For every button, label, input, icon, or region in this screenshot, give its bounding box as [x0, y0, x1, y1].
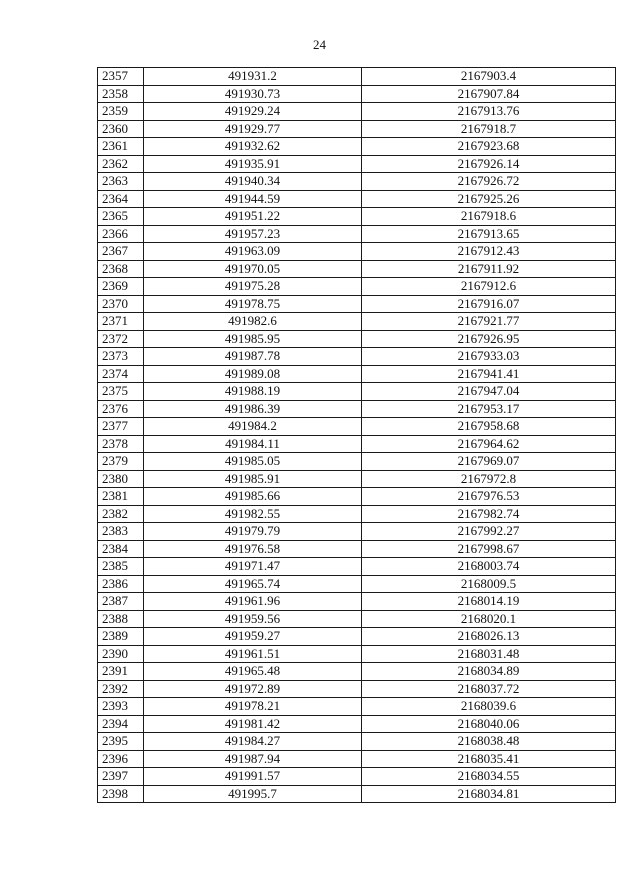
y-coordinate-cell: 2168020.1	[362, 610, 616, 628]
table-row	[98, 470, 616, 488]
x-coordinate-cell: 491932.62	[144, 138, 362, 156]
y-coordinate-cell: 2168014.19	[362, 593, 616, 611]
x-coordinate-cell: 491965.48	[144, 663, 362, 681]
point-number-cell: 2394	[98, 715, 144, 733]
x-coordinate-cell: 491984.27	[144, 733, 362, 751]
point-number-cell: 2370	[98, 295, 144, 313]
x-coordinate-cell: 491985.66	[144, 488, 362, 506]
y-coordinate-cell: 2167921.77	[362, 313, 616, 331]
table-row	[98, 103, 616, 121]
y-coordinate-cell: 2167941.41	[362, 365, 616, 383]
table-row	[98, 750, 616, 768]
y-coordinate-cell: 2167953.17	[362, 400, 616, 418]
point-number-cell: 2365	[98, 208, 144, 226]
y-coordinate-cell: 2167913.65	[362, 225, 616, 243]
table-row	[98, 313, 616, 331]
table-row	[98, 733, 616, 751]
table-row	[98, 715, 616, 733]
x-coordinate-cell: 491978.21	[144, 698, 362, 716]
point-number-cell: 2398	[98, 785, 144, 803]
y-coordinate-cell: 2167992.27	[362, 523, 616, 541]
y-coordinate-cell: 2168037.72	[362, 680, 616, 698]
table-row	[98, 365, 616, 383]
y-coordinate-cell: 2167969.07	[362, 453, 616, 471]
x-coordinate-cell: 491988.19	[144, 383, 362, 401]
x-coordinate-cell: 491985.91	[144, 470, 362, 488]
table-row	[98, 698, 616, 716]
x-coordinate-cell: 491961.51	[144, 645, 362, 663]
y-coordinate-cell: 2167913.76	[362, 103, 616, 121]
y-coordinate-cell: 2168038.48	[362, 733, 616, 751]
table-row	[98, 295, 616, 313]
table-row	[98, 435, 616, 453]
x-coordinate-cell: 491976.58	[144, 540, 362, 558]
y-coordinate-cell: 2168040.06	[362, 715, 616, 733]
table-row	[98, 348, 616, 366]
table-row	[98, 505, 616, 523]
x-coordinate-cell: 491971.47	[144, 558, 362, 576]
point-number-cell: 2382	[98, 505, 144, 523]
y-coordinate-cell: 2168034.55	[362, 768, 616, 786]
table-row	[98, 418, 616, 436]
table-row	[98, 138, 616, 156]
table-row	[98, 645, 616, 663]
point-number-cell: 2375	[98, 383, 144, 401]
y-coordinate-cell: 2168039.6	[362, 698, 616, 716]
point-number-cell: 2379	[98, 453, 144, 471]
x-coordinate-cell: 491982.6	[144, 313, 362, 331]
x-coordinate-cell: 491984.2	[144, 418, 362, 436]
point-number-cell: 2368	[98, 260, 144, 278]
x-coordinate-cell: 491930.73	[144, 85, 362, 103]
x-coordinate-cell: 491987.94	[144, 750, 362, 768]
x-coordinate-cell: 491970.05	[144, 260, 362, 278]
point-number-cell: 2389	[98, 628, 144, 646]
x-coordinate-cell: 491984.11	[144, 435, 362, 453]
y-coordinate-cell: 2167958.68	[362, 418, 616, 436]
y-coordinate-cell: 2167947.04	[362, 383, 616, 401]
y-coordinate-cell: 2167926.14	[362, 155, 616, 173]
y-coordinate-cell: 2167925.26	[362, 190, 616, 208]
x-coordinate-cell: 491979.79	[144, 523, 362, 541]
x-coordinate-cell: 491931.2	[144, 68, 362, 86]
table-row	[98, 523, 616, 541]
table-row	[98, 575, 616, 593]
y-coordinate-cell: 2167911.92	[362, 260, 616, 278]
point-number-cell: 2367	[98, 243, 144, 261]
point-number-cell: 2359	[98, 103, 144, 121]
table-row	[98, 208, 616, 226]
y-coordinate-cell: 2167923.68	[362, 138, 616, 156]
point-number-cell: 2385	[98, 558, 144, 576]
x-coordinate-cell: 491986.39	[144, 400, 362, 418]
y-coordinate-cell: 2167976.53	[362, 488, 616, 506]
x-coordinate-cell: 491961.96	[144, 593, 362, 611]
x-coordinate-cell: 491935.91	[144, 155, 362, 173]
point-number-cell: 2363	[98, 173, 144, 191]
x-coordinate-cell: 491972.89	[144, 680, 362, 698]
table-row	[98, 225, 616, 243]
y-coordinate-cell: 2167912.43	[362, 243, 616, 261]
y-coordinate-cell: 2167933.03	[362, 348, 616, 366]
point-number-cell: 2380	[98, 470, 144, 488]
point-number-cell: 2373	[98, 348, 144, 366]
point-number-cell: 2378	[98, 435, 144, 453]
table-row	[98, 68, 616, 86]
point-number-cell: 2381	[98, 488, 144, 506]
table-row	[98, 453, 616, 471]
table-row	[98, 278, 616, 296]
y-coordinate-cell: 2168031.48	[362, 645, 616, 663]
point-number-cell: 2393	[98, 698, 144, 716]
table-row	[98, 190, 616, 208]
x-coordinate-cell: 491959.56	[144, 610, 362, 628]
y-coordinate-cell: 2168034.89	[362, 663, 616, 681]
table-row	[98, 155, 616, 173]
x-coordinate-cell: 491957.23	[144, 225, 362, 243]
point-number-cell: 2361	[98, 138, 144, 156]
table-row	[98, 768, 616, 786]
y-coordinate-cell: 2167926.72	[362, 173, 616, 191]
point-number-cell: 2371	[98, 313, 144, 331]
table-row	[98, 488, 616, 506]
x-coordinate-cell: 491989.08	[144, 365, 362, 383]
table-row	[98, 593, 616, 611]
point-number-cell: 2358	[98, 85, 144, 103]
point-number-cell: 2383	[98, 523, 144, 541]
coordinates-table	[97, 67, 616, 803]
point-number-cell: 2376	[98, 400, 144, 418]
x-coordinate-cell: 491995.7	[144, 785, 362, 803]
x-coordinate-cell: 491978.75	[144, 295, 362, 313]
x-coordinate-cell: 491963.09	[144, 243, 362, 261]
x-coordinate-cell: 491991.57	[144, 768, 362, 786]
table-row	[98, 540, 616, 558]
table-row	[98, 610, 616, 628]
point-number-cell: 2384	[98, 540, 144, 558]
table-row	[98, 663, 616, 681]
x-coordinate-cell: 491985.95	[144, 330, 362, 348]
point-number-cell: 2396	[98, 750, 144, 768]
x-coordinate-cell: 491929.24	[144, 103, 362, 121]
point-number-cell: 2360	[98, 120, 144, 138]
point-number-cell: 2392	[98, 680, 144, 698]
y-coordinate-cell: 2167916.07	[362, 295, 616, 313]
table-row	[98, 173, 616, 191]
y-coordinate-cell: 2167918.7	[362, 120, 616, 138]
y-coordinate-cell: 2167912.6	[362, 278, 616, 296]
table-row	[98, 628, 616, 646]
x-coordinate-cell: 491929.77	[144, 120, 362, 138]
x-coordinate-cell: 491985.05	[144, 453, 362, 471]
point-number-cell: 2388	[98, 610, 144, 628]
y-coordinate-cell: 2167903.4	[362, 68, 616, 86]
point-number-cell: 2357	[98, 68, 144, 86]
x-coordinate-cell: 491965.74	[144, 575, 362, 593]
coordinates-table-body	[98, 68, 616, 803]
point-number-cell: 2374	[98, 365, 144, 383]
point-number-cell: 2391	[98, 663, 144, 681]
point-number-cell: 2395	[98, 733, 144, 751]
x-coordinate-cell: 491982.55	[144, 505, 362, 523]
table-row	[98, 85, 616, 103]
y-coordinate-cell: 2168009.5	[362, 575, 616, 593]
x-coordinate-cell: 491975.28	[144, 278, 362, 296]
x-coordinate-cell: 491940.34	[144, 173, 362, 191]
point-number-cell: 2397	[98, 768, 144, 786]
point-number-cell: 2377	[98, 418, 144, 436]
table-row	[98, 680, 616, 698]
y-coordinate-cell: 2168034.81	[362, 785, 616, 803]
table-row	[98, 330, 616, 348]
y-coordinate-cell: 2168003.74	[362, 558, 616, 576]
table-row	[98, 243, 616, 261]
table-row	[98, 558, 616, 576]
y-coordinate-cell: 2167907.84	[362, 85, 616, 103]
x-coordinate-cell: 491981.42	[144, 715, 362, 733]
point-number-cell: 2387	[98, 593, 144, 611]
table-row	[98, 120, 616, 138]
x-coordinate-cell: 491951.22	[144, 208, 362, 226]
y-coordinate-cell: 2168026.13	[362, 628, 616, 646]
x-coordinate-cell: 491944.59	[144, 190, 362, 208]
y-coordinate-cell: 2167972.8	[362, 470, 616, 488]
x-coordinate-cell: 491987.78	[144, 348, 362, 366]
point-number-cell: 2364	[98, 190, 144, 208]
y-coordinate-cell: 2167982.74	[362, 505, 616, 523]
point-number-cell: 2366	[98, 225, 144, 243]
point-number-cell: 2390	[98, 645, 144, 663]
y-coordinate-cell: 2167964.62	[362, 435, 616, 453]
table-row	[98, 383, 616, 401]
page-number: 24	[313, 37, 326, 52]
table-row	[98, 400, 616, 418]
point-number-cell: 2369	[98, 278, 144, 296]
point-number-cell: 2362	[98, 155, 144, 173]
table-row	[98, 260, 616, 278]
point-number-cell: 2386	[98, 575, 144, 593]
x-coordinate-cell: 491959.27	[144, 628, 362, 646]
y-coordinate-cell: 2167926.95	[362, 330, 616, 348]
point-number-cell: 2372	[98, 330, 144, 348]
y-coordinate-cell: 2167998.67	[362, 540, 616, 558]
y-coordinate-cell: 2168035.41	[362, 750, 616, 768]
table-row	[98, 785, 616, 803]
y-coordinate-cell: 2167918.6	[362, 208, 616, 226]
